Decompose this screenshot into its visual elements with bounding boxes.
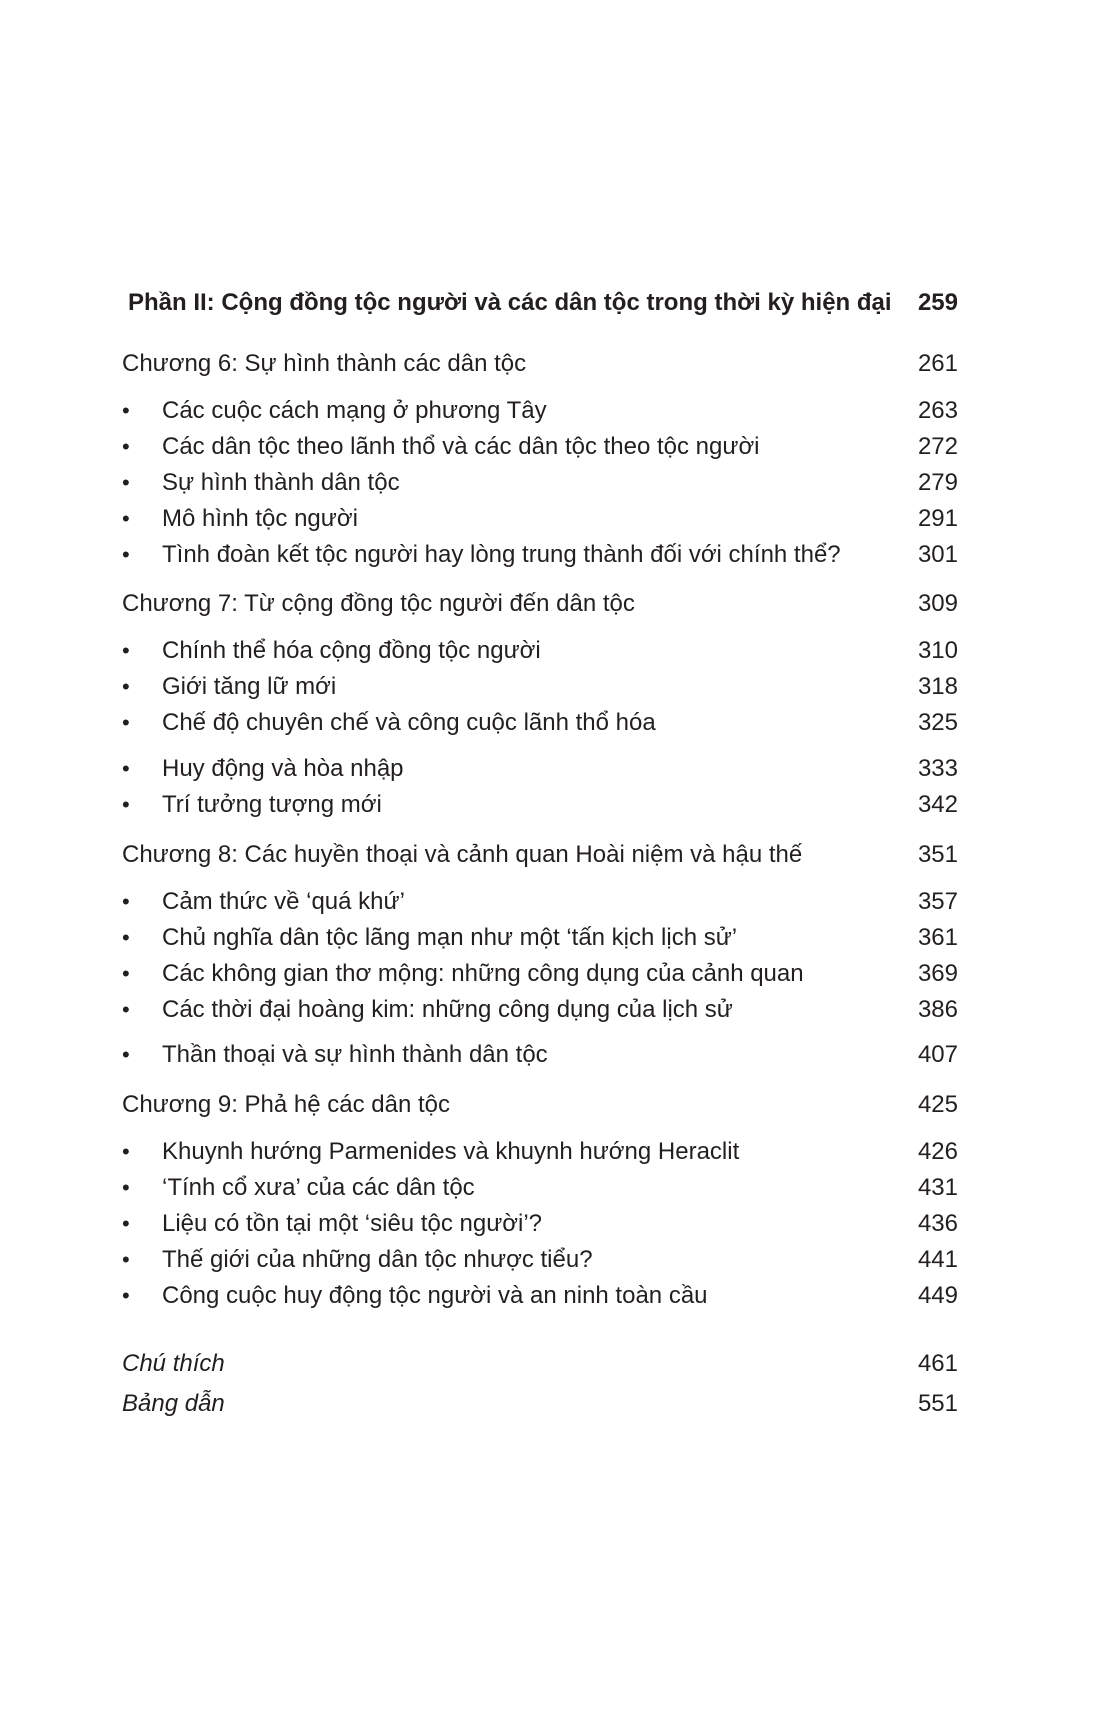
back-matter-notes [122, 1346, 958, 1382]
toc-item-title: Chế độ chuyên chế và công cuộc lãnh thổ hóa [162, 709, 656, 736]
bullet-icon: • [122, 1042, 130, 1067]
toc-item-title: Công cuộc huy động tộc người và an ninh toàn cầu [162, 1282, 708, 1309]
toc-item-page: 325 [917, 709, 958, 736]
toc-item [122, 1170, 958, 1206]
toc-item-page: 272 [917, 433, 958, 460]
back-matter-title: Chú thích [122, 1350, 225, 1377]
toc-item-title: Các cuộc cách mạng ở phương Tây [162, 397, 547, 424]
toc-item-title: ‘Tính cổ xưa’ của các dân tộc [162, 1174, 475, 1201]
chapter-page-number: 261 [917, 350, 958, 377]
bullet-icon: • [122, 674, 130, 699]
chapter-title: Chương 9: Phả hệ các dân tộc [122, 1091, 451, 1118]
chapter-9-heading [122, 1087, 958, 1123]
toc-item [122, 633, 958, 669]
toc-item [122, 992, 958, 1028]
toc-item-page: 436 [917, 1210, 958, 1237]
toc-item [122, 501, 958, 537]
toc-item-title: Trí tưởng tượng mới [162, 791, 382, 818]
toc-item [122, 920, 958, 956]
toc-item-page: 369 [917, 960, 958, 987]
bullet-icon: • [122, 1283, 130, 1308]
toc-item-page: 279 [917, 469, 958, 496]
toc-item [122, 751, 958, 787]
toc-item [122, 884, 958, 920]
chapter-8-heading [122, 837, 958, 873]
bullet-icon: • [122, 1211, 130, 1236]
chapter-title: Chương 8: Các huyền thoại và cảnh quan Hoài niệm và hậu thế [122, 841, 803, 868]
toc-item [122, 537, 958, 573]
toc-item-page: 342 [917, 791, 958, 818]
toc-item [122, 393, 958, 429]
toc-item [122, 1037, 958, 1073]
back-matter-index [122, 1386, 958, 1422]
part-title: Phần II: Cộng đồng tộc người và các dân tộc trong thời kỳ hiện đại [128, 289, 892, 316]
bullet-icon: • [122, 434, 130, 459]
bullet-icon: • [122, 756, 130, 781]
chapter-title: Chương 7: Từ cộng đồng tộc người đến dân tộc [122, 590, 635, 617]
bullet-icon: • [122, 792, 130, 817]
bullet-icon: • [122, 710, 130, 735]
bullet-icon: • [122, 398, 130, 423]
toc-item-page: 386 [917, 996, 958, 1023]
toc-item [122, 956, 958, 992]
bullet-icon: • [122, 997, 130, 1022]
toc-item-page: 361 [917, 924, 958, 951]
toc-item-title: Liệu có tồn tại một ‘siêu tộc người’? [162, 1210, 543, 1237]
toc-item-page: 310 [917, 637, 958, 664]
toc-item-title: Mô hình tộc người [162, 505, 358, 532]
back-matter-page: 551 [917, 1390, 958, 1417]
toc-item-page: 318 [917, 673, 958, 700]
toc-item-title: Thế giới của những dân tộc nhược tiểu? [162, 1246, 593, 1273]
toc-item-page: 426 [917, 1138, 958, 1165]
toc-item-page: 407 [917, 1041, 958, 1068]
toc-item-title: Các thời đại hoàng kim: những công dụng của lịch sử [162, 996, 733, 1023]
toc-item [122, 429, 958, 465]
toc-item-page: 431 [917, 1174, 958, 1201]
toc-item [122, 787, 958, 823]
toc-item-title: Khuynh hướng Parmenides và khuynh hướng Heraclit [162, 1138, 740, 1165]
chapter-page-number: 351 [917, 841, 958, 868]
bullet-icon: • [122, 1247, 130, 1272]
toc-item-page: 357 [917, 888, 958, 915]
toc-item-title: Chủ nghĩa dân tộc lãng mạn như một ‘tấn kịch lịch sử’ [162, 924, 738, 951]
chapter-title: Chương 6: Sự hình thành các dân tộc [122, 350, 527, 377]
back-matter-page: 461 [917, 1350, 958, 1377]
chapter-page-number: 425 [917, 1091, 958, 1118]
part-page-number: 259 [917, 289, 958, 316]
bullet-icon: • [122, 1139, 130, 1164]
bullet-icon: • [122, 638, 130, 663]
toc-item [122, 669, 958, 705]
bullet-icon: • [122, 470, 130, 495]
toc-item [122, 705, 958, 741]
toc-item [122, 465, 958, 501]
toc-item-title: Các dân tộc theo lãnh thổ và các dân tộc theo tộc người [162, 433, 760, 460]
bullet-icon: • [122, 889, 130, 914]
toc-item-title: Thần thoại và sự hình thành dân tộc [162, 1041, 548, 1068]
toc-item-title: Tình đoàn kết tộc người hay lòng trung thành đối với chính thể? [162, 541, 841, 568]
toc-item-page: 263 [917, 397, 958, 424]
toc-item-title: Sự hình thành dân tộc [162, 469, 400, 496]
back-matter-title: Bảng dẫn [122, 1390, 225, 1417]
toc-item [122, 1134, 958, 1170]
chapter-6-heading [122, 346, 958, 382]
chapter-page-number: 309 [917, 590, 958, 617]
toc-item-page: 333 [917, 755, 958, 782]
bullet-icon: • [122, 542, 130, 567]
part-heading [128, 285, 958, 321]
bullet-icon: • [122, 506, 130, 531]
toc-item [122, 1278, 958, 1314]
bullet-icon: • [122, 1175, 130, 1200]
chapter-7-heading [122, 586, 958, 622]
toc-item [122, 1242, 958, 1278]
bullet-icon: • [122, 961, 130, 986]
toc-item-page: 441 [917, 1246, 958, 1273]
toc-item-title: Chính thể hóa cộng đồng tộc người [162, 637, 541, 664]
toc-item-title: Huy động và hòa nhập [162, 755, 404, 782]
toc-item-title: Các không gian thơ mộng: những công dụng của cảnh quan [162, 960, 804, 987]
toc-item-page: 291 [917, 505, 958, 532]
bullet-icon: • [122, 925, 130, 950]
toc-item-title: Giới tăng lữ mới [162, 673, 337, 700]
toc-item-page: 449 [917, 1282, 958, 1309]
toc-item-title: Cảm thức về ‘quá khứ’ [162, 888, 405, 915]
toc-item [122, 1206, 958, 1242]
toc-item-page: 301 [917, 541, 958, 568]
